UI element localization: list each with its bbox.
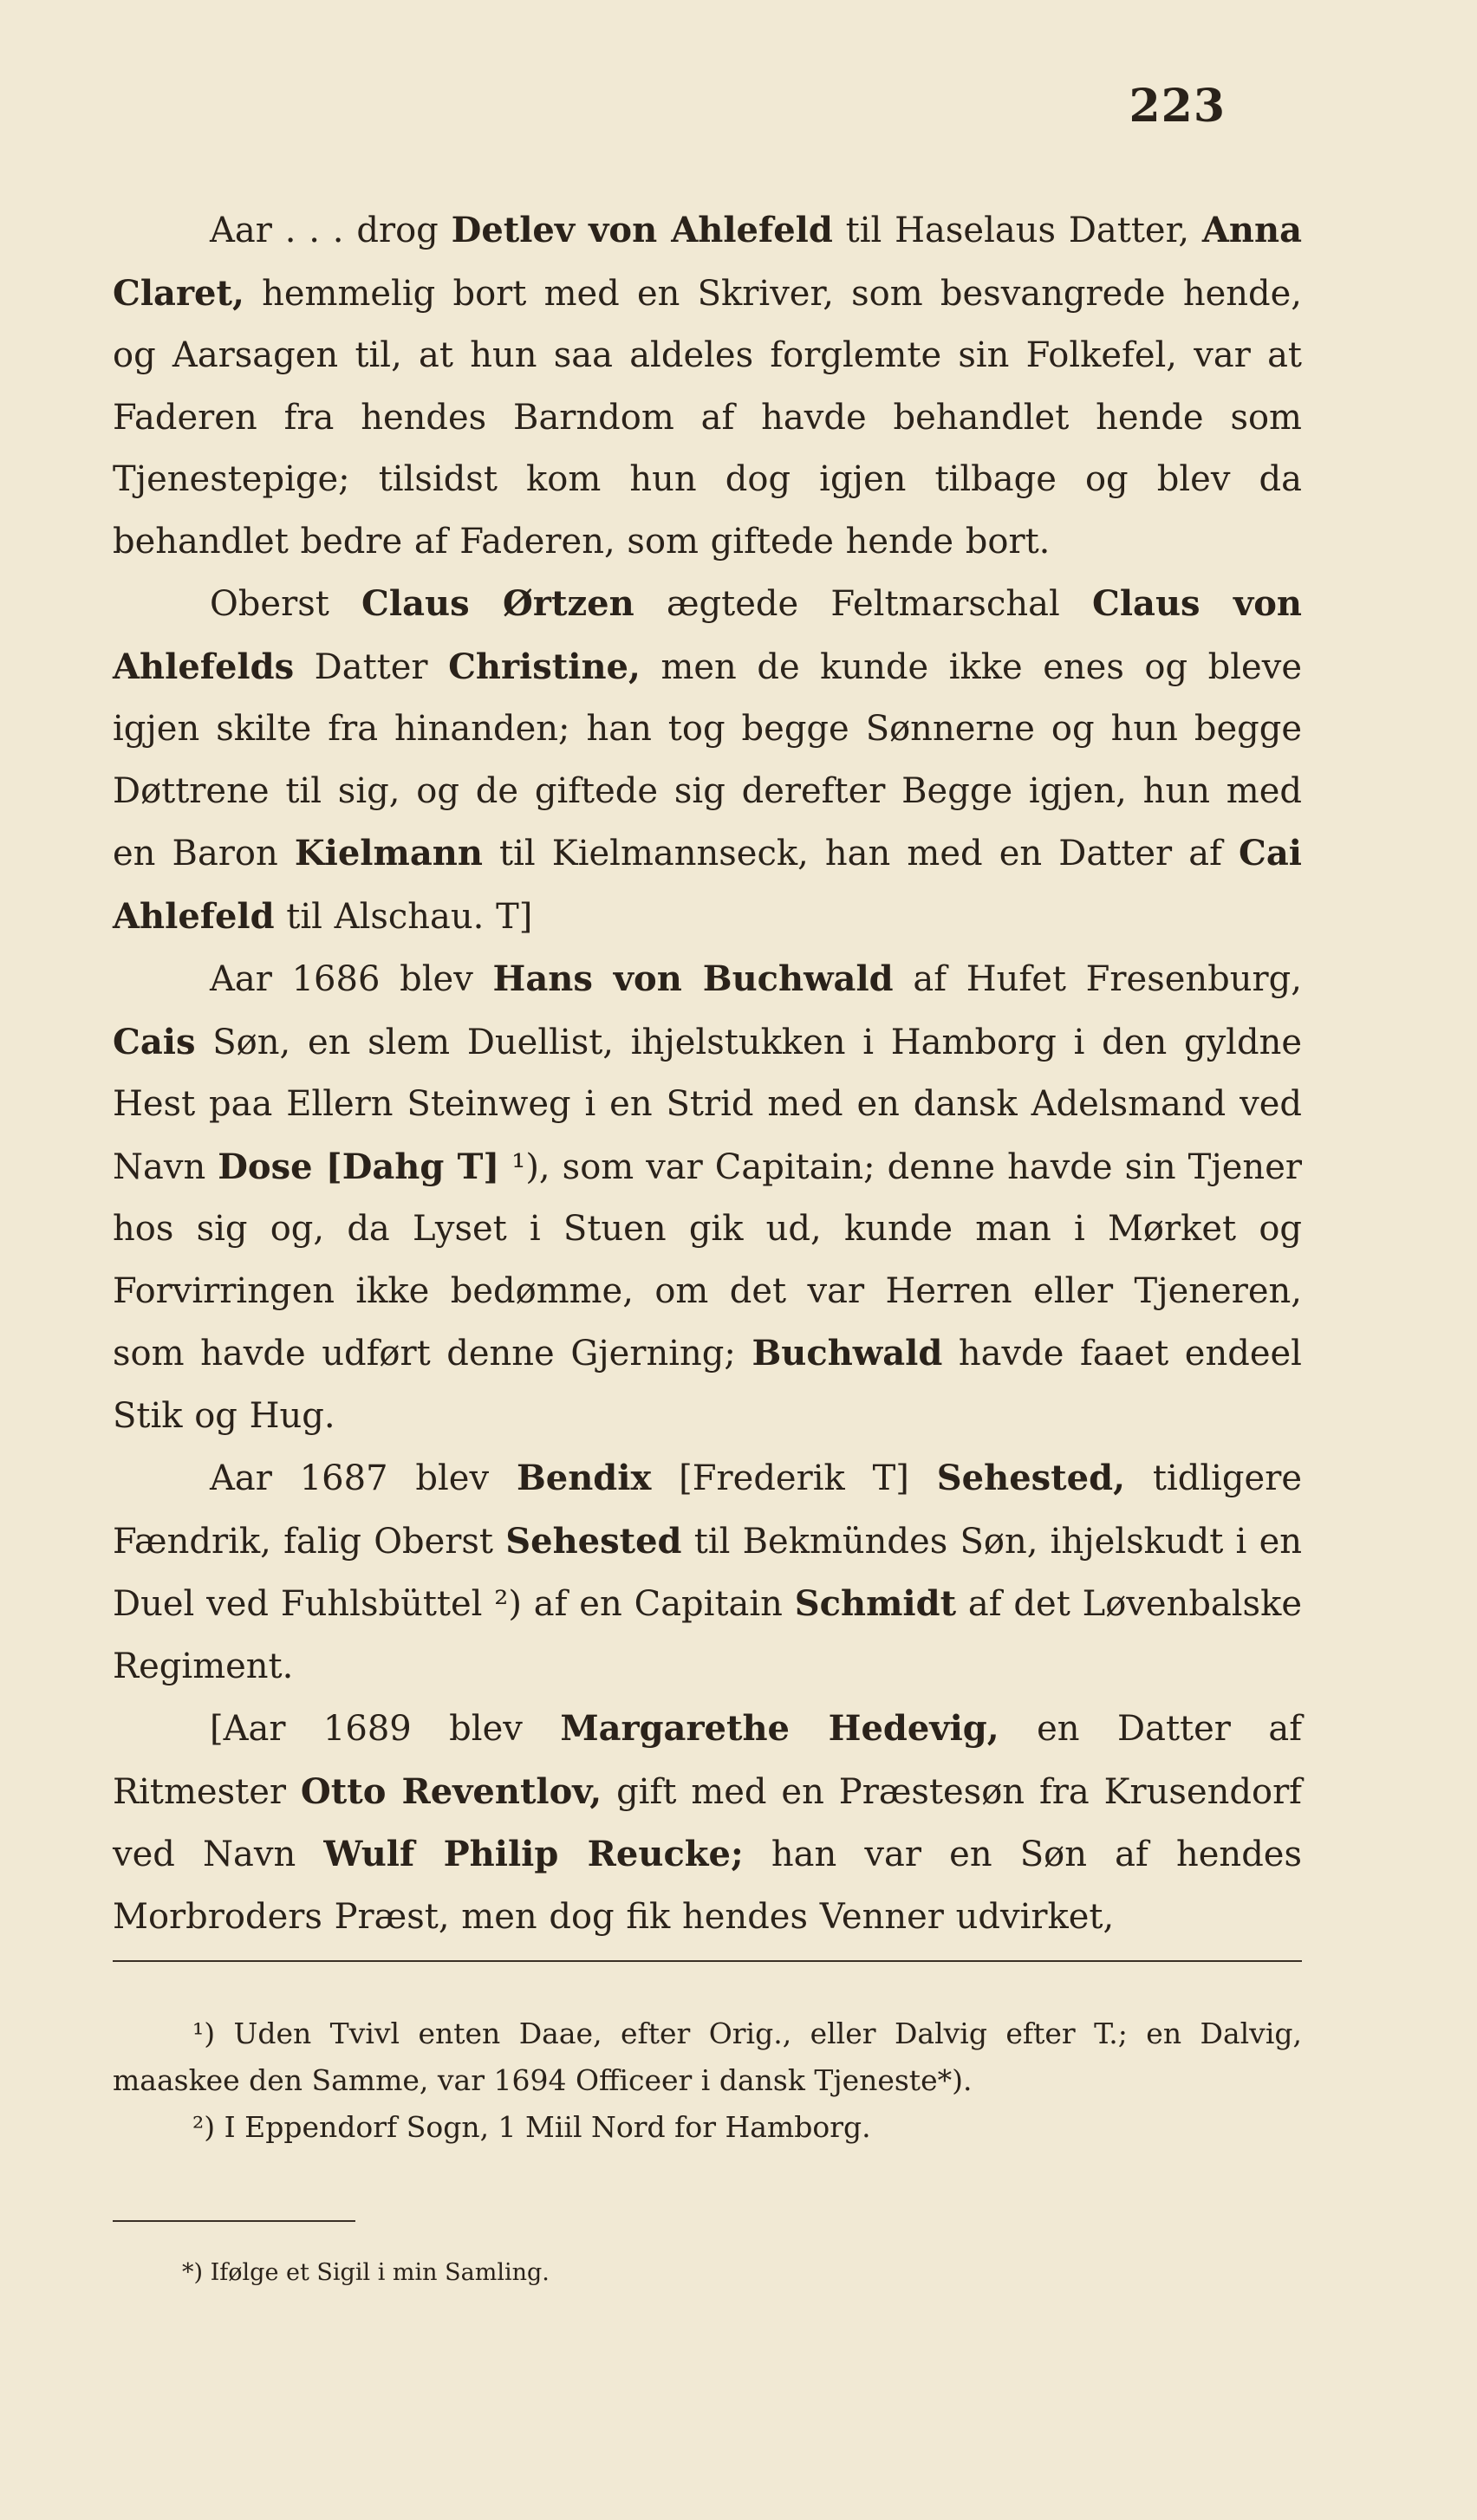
text-run: til Alschau. T] <box>274 896 533 937</box>
text-run: Aar 1687 blev <box>210 1458 517 1498</box>
name-cais: Cais <box>113 1021 196 1062</box>
text-run: ¹), som var Capitain; denne havde sin Tjener hos sig og, da Lyset i Stuen gik ud, kunde man i Mørket og Forvirringen ikke bedømme, om det var Herren eller Tjeneren, som havde udført denne Gjerning; <box>113 1146 1302 1374</box>
text-run: [Aar 1689 blev <box>210 1709 561 1749</box>
text-run: Datter <box>294 646 449 687</box>
name-wulf-philip-reucke: Wulf Philip Reucke; <box>323 1834 744 1874</box>
text-run: af det Løvenbalske Regiment. <box>113 1584 1302 1686</box>
text-run: til Kielmannseck, han med en Datter af <box>482 834 1240 874</box>
name-hans-von-buchwald: Hans von Buchwald <box>492 958 894 999</box>
name-schmidt: Schmidt <box>794 1583 957 1624</box>
name-kielmann: Kielmann <box>294 833 483 874</box>
text-run: Søn, en slem Duellist, ihjelstukken i Hamborg i den gyldne Hest paa Ellern Steinweg i en Strid med en dansk Adelsmand ved Navn <box>113 1022 1302 1187</box>
paragraph-2 <box>113 573 1302 948</box>
footnote-1 <box>113 2010 1302 2104</box>
footnote-2 <box>113 2104 1302 2151</box>
page-number: 223 <box>1129 80 1226 133</box>
name-sehested-oberst: Sehested <box>505 1520 682 1562</box>
footnote-text: I Eppendorf Sogn, 1 Miil Nord for Hamborg. <box>224 2110 871 2144</box>
name-claus-ortzen: Claus Ørtzen <box>361 583 634 624</box>
text-run: af Hufet Fresenburg, <box>893 959 1302 999</box>
text-run: Aar . . . drog <box>210 211 452 250</box>
name-dose-dahg: Dose [Dahg T] <box>218 1146 500 1187</box>
footnote-text: Uden Tvivl enten Daae, efter Orig., eller Dalvig efter T.; en Dalvig, maaskee den Samme, var 1694 Officeer i dansk Tjeneste*). <box>113 2017 1302 2097</box>
text-run: til Haselaus Datter, <box>832 211 1202 250</box>
name-margarethe-hedevig: Margarethe Hedevig, <box>560 1708 999 1749</box>
text-run: gift med en Præstesøn fra Krusendorf ved Navn <box>113 1771 1302 1874</box>
main-text <box>113 199 1302 1948</box>
footnote-mark: ²) <box>192 2110 216 2144</box>
text-run: [Frederik T] <box>651 1458 937 1498</box>
text-run: Aar 1686 blev <box>210 959 493 999</box>
text-run: tidligere Fændrik, falig Oberst <box>113 1458 1302 1562</box>
text-run: han var en Søn af hendes Morbroders Præst, men dog fik hendes Venner udvirket, <box>113 1835 1302 1937</box>
text-run: ægtede Feltmarschal <box>634 584 1092 624</box>
name-anna-claret: Anna Claret, <box>113 210 1302 314</box>
name-cai-ahlefeld: Cai Ahlefeld <box>113 833 1302 937</box>
paragraph-3 <box>113 948 1302 1447</box>
text-run: Oberst <box>210 584 362 624</box>
name-otto-reventlov: Otto Reventlov, <box>300 1770 602 1812</box>
text-run: en Datter af Ritmester <box>113 1709 1302 1812</box>
text-run: hemmelig bort med en Skriver, som besvangrede hende, og Aarsagen til, at hun saa aldeles forglemte sin Folkefel, var at Faderen fra hendes Barndom af havde behandlet hende som Tjenestepige; tilsidst kom hun dog igjen tilbage og blev da behandlet bedre af Faderen, som giftede hende bort. <box>113 273 1302 562</box>
subnote: *) Ifølge et Sigil i min Samling. <box>182 2259 550 2286</box>
name-detlev-von-ahlefeld: Detlev von Ahlefeld <box>451 210 833 250</box>
paragraph-1 <box>113 199 1302 573</box>
footnotes <box>113 2010 1302 2151</box>
name-christine: Christine, <box>448 646 641 687</box>
footnote-mark: ¹) <box>192 2017 216 2050</box>
paragraph-5 <box>113 1698 1302 1948</box>
paragraph-4 <box>113 1447 1302 1698</box>
text-run: men de kunde ikke enes og bleve igjen skilte fra hinanden; han tog begge Sønnerne og hun begge Døttrene til sig, og de giftede sig derefter Begge igjen, hun med en Baron <box>113 646 1302 874</box>
text-run: til Bekmündes Søn, ihjelskudt i en Duel ved Fuhlsbüttel ²) af en Capitain <box>113 1521 1302 1624</box>
text-run: havde faaet endeel Stik og Hug. <box>113 1334 1302 1436</box>
name-bendix: Bendix <box>516 1458 652 1498</box>
footnote-divider <box>113 1960 1302 1962</box>
name-claus-von-ahlefeld: Claus von Ahlefelds <box>113 583 1303 687</box>
name-buchwald: Buchwald <box>752 1333 943 1374</box>
name-sehested: Sehested, <box>936 1458 1125 1498</box>
subnote-divider <box>113 2220 355 2222</box>
